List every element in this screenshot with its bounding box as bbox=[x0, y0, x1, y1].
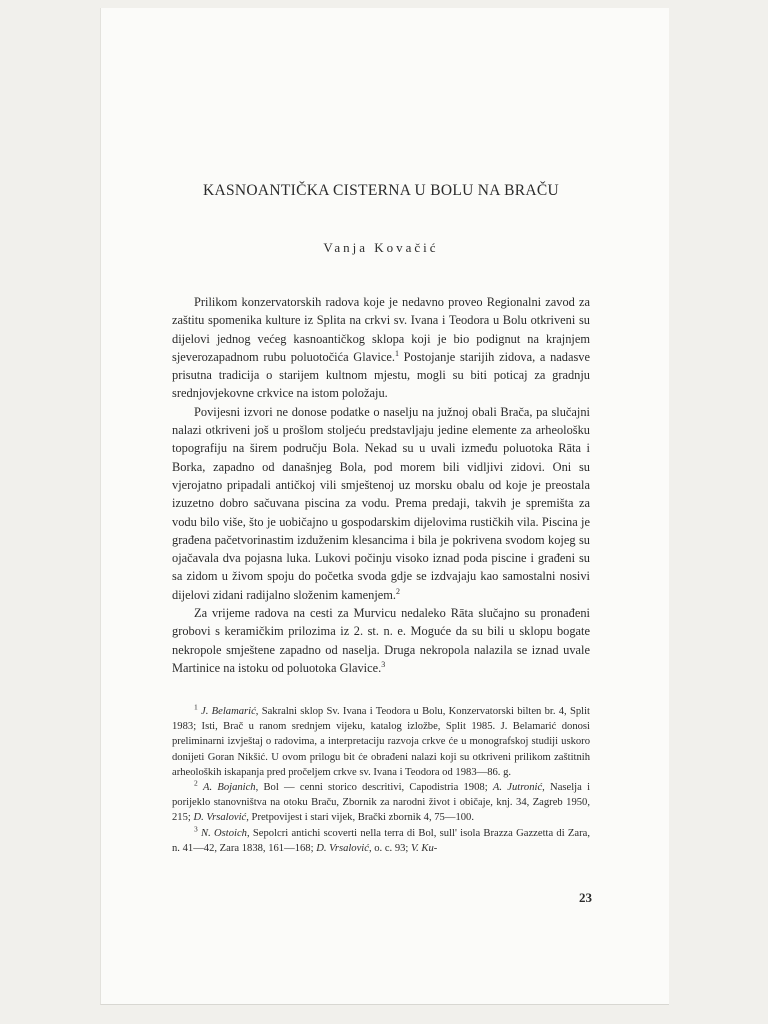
footnote-number: 1 bbox=[194, 702, 198, 712]
footnote bbox=[172, 826, 590, 856]
footnote-author: N. Ostoich bbox=[201, 827, 247, 839]
footnote-ref: 1 bbox=[394, 348, 399, 358]
paragraph-text: Povijesni izvori ne donose podatke o naselju na južnoj obali Brača, pa slučajni nalazi otkriveni još u prošlom stoljeću predstavljaju jedine elemente za arheološku topografiju na širem području Bola. Nekad su u uvali između poluotoka Rāta i Borka, zapadno od današnjeg Bola, pod morem bili vidljivi zidovi. Oni su vjerojatno pripadali antičkoj vili smještenoj uz morsku obalu od koje je preostala izuzetno dobro sačuvana piscina za vodu. Prema predaji, takvih je spremišta za vodu bilo više, što je uobičajno u gospodarskim dijelovima rustičkih vila. Piscina je građena pačetvorinastim izduženim klesancima i bila je pokrivena svodom kojeg su ojačavala dva pojasna luka. Lukovi počinju visoko iznad poda piscine i građeni su sa zidom u živom spoju do početka svoda gdje se izdvajaju kao samostalni nosivi dijelovi zidani radijalno složenim kamenjem. bbox=[172, 404, 590, 602]
footnote-author: D. Vrsalović bbox=[316, 842, 369, 854]
footnote-author: D. Vrsalović bbox=[193, 812, 247, 824]
footnote-author: V. Ku- bbox=[411, 842, 438, 854]
paragraph bbox=[172, 604, 590, 677]
footnote-number: 3 bbox=[194, 824, 198, 834]
footnote-text: , o. c. 93; bbox=[368, 842, 412, 854]
paragraph-text: Postojanje starijih zidova, a nadasve prisutna tradicija o starijem kultnom mjestu, mogli su biti poticaj za gradnju srednjovjekovne crkvice na istom položaju. bbox=[172, 349, 590, 401]
paragraph bbox=[172, 293, 590, 403]
footnote-number: 2 bbox=[194, 778, 198, 788]
footnote-text: , Bol — cenni storico descritivi, Capodistria 1908; bbox=[255, 782, 493, 794]
footnote-text: , Sepolcri antichi scoverti nella terra di Bol, sull' isola Brazza Gazzetta di Zara, n. 41—42, Zara 1838, 161—168; bbox=[172, 827, 590, 854]
footnote-text: , Naselja i porijeklo stanovništva na otoku Braču, Zbornik za narodni život i običaje, knj. 34, Zagreb 1950, 215; bbox=[172, 782, 591, 824]
footnote-author: A. Jutronić bbox=[492, 782, 543, 794]
article-author: Vanja Kovačić bbox=[323, 240, 439, 255]
paragraph-text: Za vrijeme radova na cesti za Murvicu nedaleko Rāta slučajno su pronađeni grobovi s keramičkim prilozima iz 2. st. n. e. Moguće da su bili u sklopu bogate nekropole smještene zapadno od naselja. Druga nekropola nalazila se iznad uvale Martinice na istoku od poluotoka Glavice. bbox=[172, 606, 590, 675]
footnote-text: , Sakralni sklop Sv. Ivana i Teodora u Bolu, Konzervatorski bilten br. 4, Split 1983; Isti, Brač u ranom srednjem vijeku, katalog izložbe, Split 1985. J. Belamarić donosi preliminarni izvještaj o radovima, a interpretaciju razvoja crkve će u monografskoj studiji uskoro donijeti Goran Nikšić. U ovom prilogu bit će obrađeni nalazi koji su otkriveni prilikom zaštitnih arheoloških iskapanja pred pročeljem crkve sv. Ivana i Teodora od 1983—86. g. bbox=[172, 706, 590, 778]
footnote bbox=[172, 704, 590, 780]
page-number: 23 bbox=[579, 890, 592, 905]
paragraph-text: Prilikom konzervatorskih radova koje je nedavno proveo Regionalni zavod za zaštitu spomenika kulture iz Splita na crkvi sv. Ivana i Teodora u Bolu otkriveni su dijelovi jednog većeg kasnoantičkog sklopa koji je bio podignut na krajnjem sjeverozapadnom rubu poluotočića Glavice. bbox=[172, 295, 590, 364]
footnote-ref: 3 bbox=[381, 659, 386, 669]
paragraph bbox=[172, 403, 590, 604]
footnote-author: J. Belamarić bbox=[201, 706, 256, 717]
article-body bbox=[172, 293, 590, 677]
article-title: KASNOANTIČKA CISTERNA U BOLU NA BRAČU bbox=[202, 182, 559, 199]
footnote-author: A. Bojanich bbox=[203, 782, 256, 794]
footnotes bbox=[172, 704, 590, 856]
footnote bbox=[172, 780, 590, 826]
footnote-ref: 2 bbox=[396, 586, 400, 596]
footnote-text: , Pretpovijest i stari vijek, Brački zbornik 4, 75—100. bbox=[246, 812, 474, 824]
